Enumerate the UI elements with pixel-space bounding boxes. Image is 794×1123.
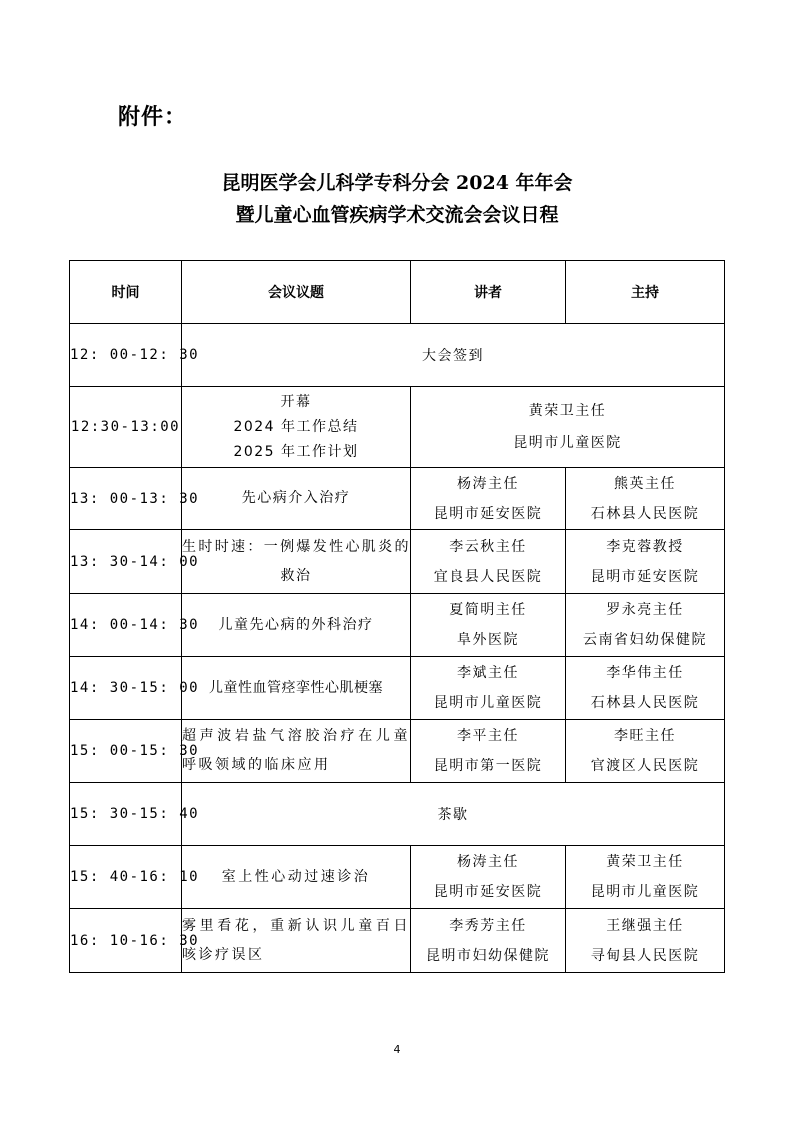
speaker-name: 李秀芳主任 [449,917,527,934]
speaker-org: 宜良县人民医院 [433,568,543,585]
time-cell: 16: 10-16: 30 [70,909,182,973]
time-cell: 13: 30-14: 00 [70,530,182,594]
speaker-cell [411,846,566,909]
speaker-name: 杨涛主任 [457,854,519,870]
document-title-line2: 暨儿童心血管疾病学术交流会会议日程 [235,204,559,226]
host-name: 李华伟主任 [606,665,684,681]
person-name: 黄荣卫主任 [528,403,607,419]
table-row [70,324,725,387]
topic-cell: 超声波岩盐气溶胶治疗在儿童呼吸领域的临床应用 [182,720,411,783]
page-number: 4 [393,1043,401,1056]
speaker-cell [411,657,566,720]
host-name: 罗永亮主任 [606,602,684,618]
topic-cell: 生时时速：一例爆发性心肌炎的救治 [182,530,411,594]
table-row [70,530,725,594]
speaker-org: 昆明市延安医院 [433,884,543,900]
merged-speaker-host-cell [411,387,725,468]
host-name: 黄荣卫主任 [606,854,684,870]
host-org: 昆明市儿童医院 [590,884,700,900]
host-cell [566,657,725,720]
host-org: 昆明市延安医院 [590,568,700,585]
host-org: 官渡区人民医院 [590,758,700,774]
host-name: 李克蓉教授 [606,538,684,555]
attachment-label: 附件： [118,105,188,130]
topic-cell: 雾里看花，重新认识儿童百日咳诊疗误区 [182,909,411,973]
speaker-name: 李平主任 [457,728,519,744]
speaker-org: 昆明市延安医院 [433,505,543,522]
host-org: 云南省妇幼保健院 [583,632,707,648]
table-row [70,387,725,468]
table-row [70,657,725,720]
time-cell: 14: 30-15: 00 [70,657,182,720]
speaker-org: 昆明市妇幼保健院 [426,947,550,964]
speaker-cell [411,530,566,594]
header-host: 主持 [566,261,725,324]
table-row [70,909,725,973]
speaker-cell [411,720,566,783]
host-cell [566,909,725,973]
topic-cell: 先心病介入治疗 [182,468,411,530]
time-cell: 12: 00-12: 30 [70,324,182,387]
schedule-table [69,260,725,973]
time-cell: 13: 00-13: 30 [70,468,182,530]
table-row [70,846,725,909]
speaker-cell [411,468,566,530]
table-header-row [70,261,725,324]
topic-cell: 室上性心动过速诊治 [182,846,411,909]
header-time: 时间 [70,261,182,324]
speaker-cell [411,909,566,973]
topic-line: 开幕 [280,393,312,410]
host-name: 李旺主任 [614,728,676,744]
host-name: 王继强主任 [606,917,684,934]
document-title-line1: 昆明医学会儿科学专科分会 2024 年年会 [221,172,573,194]
host-cell [566,594,725,657]
host-org: 石林县人民医院 [590,695,700,711]
topic-cell: 儿童先心病的外科治疗 [182,594,411,657]
table-row [70,720,725,783]
speaker-org: 昆明市第一医院 [433,758,543,774]
speaker-cell [411,594,566,657]
speaker-name: 李云秋主任 [449,538,527,555]
speaker-org: 阜外医院 [457,632,519,648]
time-cell: 12:30-13:00 [70,387,182,468]
time-cell: 15: 40-16: 10 [70,846,182,909]
host-name: 熊英主任 [614,475,676,492]
topic-cell [182,387,411,468]
speaker-name: 李斌主任 [457,665,519,681]
table-row [70,594,725,657]
topic-line: 2024 年工作总结 [233,418,359,435]
person-org: 昆明市儿童医院 [513,435,622,451]
host-org: 寻甸县人民医院 [590,947,700,964]
header-speaker: 讲者 [411,261,566,324]
speaker-name: 杨涛主任 [457,475,519,492]
tea-break-cell: 茶歇 [182,783,725,846]
header-topic: 会议议题 [182,261,411,324]
table-row [70,783,725,846]
registration-cell: 大会签到 [182,324,725,387]
table-row [70,468,725,530]
host-cell [566,530,725,594]
speaker-name: 夏简明主任 [449,602,527,618]
time-cell: 15: 30-15: 40 [70,783,182,846]
host-org: 石林县人民医院 [590,505,700,522]
host-cell [566,720,725,783]
host-cell [566,468,725,530]
time-cell: 14: 00-14: 30 [70,594,182,657]
topic-line: 2025 年工作计划 [233,443,359,460]
speaker-org: 昆明市儿童医院 [433,695,543,711]
time-cell: 15: 00-15: 30 [70,720,182,783]
host-cell [566,846,725,909]
topic-cell: 儿童性血管痉挛性心肌梗塞 [182,657,411,720]
